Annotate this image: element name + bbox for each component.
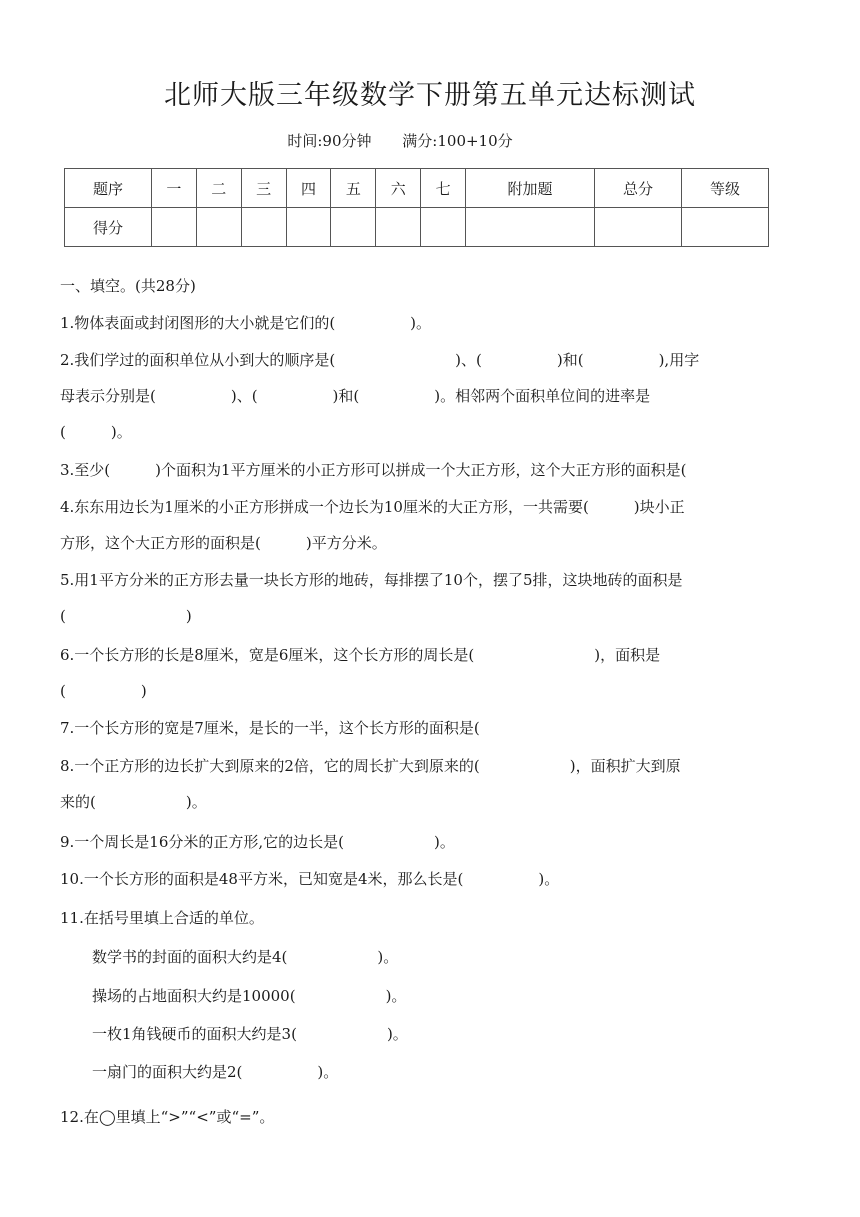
header-cell: 四 (286, 169, 331, 208)
page-title: 北师大版三年级数学下册第五单元达标测试 (164, 80, 696, 111)
header-cell: 三 (241, 169, 286, 208)
score-cell[interactable] (681, 208, 768, 247)
header-cell: 题序 (65, 169, 152, 208)
exam-full-score: 满分:100+10分 (402, 132, 513, 150)
header-cell: 七 (421, 169, 466, 208)
question-line: 方形，这个大正方形的面积是( )平方分米。 (60, 534, 387, 552)
question-line: 8.一个正方形的边长扩大到原来的2倍，它的周长扩大到原来的( )，面积扩大到原 (60, 757, 681, 775)
score-cell[interactable] (376, 208, 421, 247)
exam-info (0, 130, 800, 152)
question-line: ( ) (60, 682, 147, 700)
score-table (64, 168, 769, 247)
header-cell: 五 (331, 169, 376, 208)
question-line: 母表示分别是( )、( )和( )。相邻两个面积单位间的进率是 (60, 387, 651, 405)
score-cell[interactable] (466, 208, 595, 247)
unit-item: 一扇门的面积大约是2( )。 (92, 1063, 339, 1081)
question-line: 7.一个长方形的宽是7厘米，是长的一半，这个长方形的面积是( (60, 719, 480, 737)
section-heading: 一、填空。(共28分) (60, 277, 196, 295)
question-line: 12.在◯里填上“>”“<”或“=”。 (60, 1108, 275, 1126)
question-line: 10.一个长方形的面积是48平方米，已知宽是4米，那么长是( )。 (60, 870, 560, 888)
row-label: 得分 (65, 208, 152, 247)
score-cell[interactable] (595, 208, 682, 247)
question-line: 3.至少( )个面积为1平方厘米的小正方形可以拼成一个大正方形，这个大正方形的面积是( (60, 461, 687, 479)
question-line: 11.在括号里填上合适的单位。 (60, 909, 264, 927)
score-cell[interactable] (151, 208, 196, 247)
unit-item: 操场的占地面积大约是10000( )。 (92, 987, 407, 1005)
question-line: 4.东东用边长为1厘米的小正方形拼成一个边长为10厘米的大正方形，一共需要( )块小正 (60, 498, 685, 516)
score-cell[interactable] (196, 208, 241, 247)
score-cell[interactable] (331, 208, 376, 247)
question-line: 5.用1平方分米的正方形去量一块长方形的地砖，每排摆了10个，摆了5排，这块地砖的面积是 (60, 571, 683, 589)
header-cell: 六 (376, 169, 421, 208)
question-line: 6.一个长方形的长是8厘米，宽是6厘米，这个长方形的周长是( )，面积是 (60, 646, 661, 664)
unit-item: 一枚1角钱硬币的面积大约是3( )。 (92, 1025, 408, 1043)
score-table-header-row (65, 169, 769, 208)
header-cell: 二 (196, 169, 241, 208)
question-line: 来的( )。 (60, 793, 207, 811)
score-cell[interactable] (241, 208, 286, 247)
question-line: 9.一个周长是16分米的正方形,它的边长是( )。 (60, 833, 455, 851)
question-line: 2.我们学过的面积单位从小到大的顺序是( )、( )和( ),用字 (60, 351, 700, 369)
question-line: ( ) (60, 607, 192, 625)
header-cell: 等级 (681, 169, 768, 208)
header-cell: 附加题 (466, 169, 595, 208)
question-line: 1.物体表面或封闭图形的大小就是它们的( )。 (60, 314, 432, 332)
score-cell[interactable] (286, 208, 331, 247)
score-table-score-row (65, 208, 769, 247)
header-cell: 一 (151, 169, 196, 208)
unit-item: 数学书的封面的面积大约是4( )。 (92, 948, 399, 966)
header-cell: 总分 (595, 169, 682, 208)
exam-time: 时间:90分钟 (287, 132, 372, 150)
score-cell[interactable] (421, 208, 466, 247)
question-line: ( )。 (60, 423, 132, 441)
